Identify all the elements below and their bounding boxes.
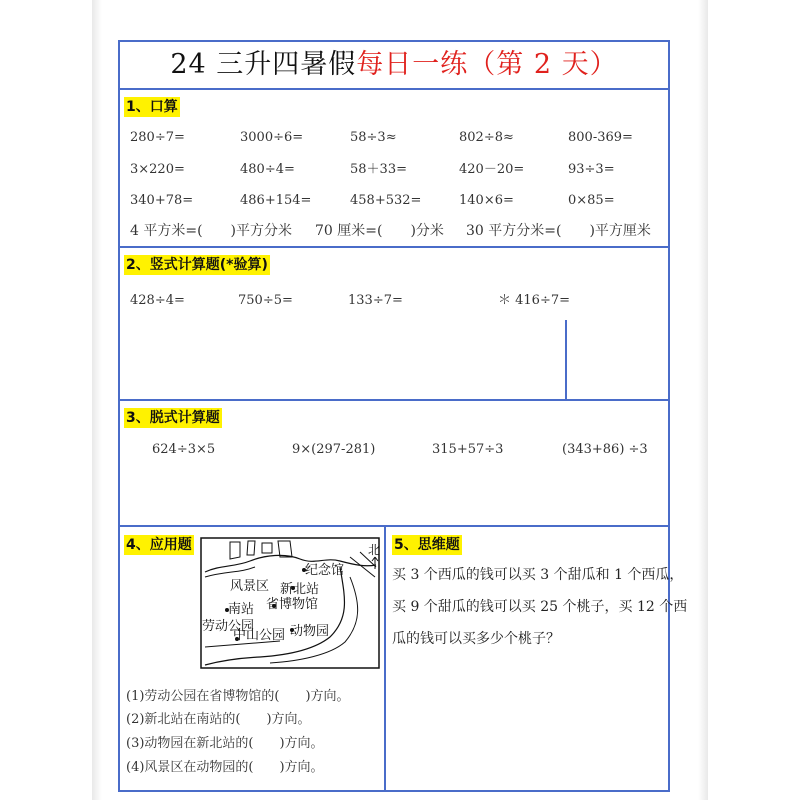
section4-heading: 4、应用题: [126, 537, 192, 553]
map-label: 纪念馆: [305, 563, 345, 578]
step-calc-item: 624÷3×5: [152, 442, 216, 457]
calc-item: 280÷7=: [130, 130, 185, 145]
map-label: 劳动公园: [202, 619, 255, 634]
calc-item: 480÷4=: [240, 162, 295, 177]
vertical-calc-item: 428÷4=: [130, 293, 185, 308]
calc-item: 800-369=: [568, 130, 633, 145]
map-label: 动物园: [290, 624, 330, 639]
map-question: (1)劳动公园在省博物馆的( )方向。: [126, 689, 350, 704]
vertical-calc-item: 750÷5=: [238, 293, 293, 308]
north-indicator: 北: [368, 543, 381, 557]
calc-item: 3×220=: [130, 162, 185, 177]
calc-item: 802÷8≈: [459, 130, 514, 145]
calc-item: 93÷3=: [568, 162, 615, 177]
calc-item: 58÷3≈: [350, 130, 397, 145]
unit-conversion: 4 平方米=( )平方分米: [130, 223, 293, 239]
title-red: 每日一练（第 2 天）: [356, 49, 618, 80]
page-shadow-right: [698, 0, 708, 800]
section5-heading: 5、思维题: [394, 537, 460, 553]
problem-line: 买 3 个西瓜的钱可以买 3 个甜瓜和 1 个西瓜，: [392, 567, 684, 583]
map-label: 风景区: [230, 579, 270, 594]
calc-item: 458+532=: [350, 193, 422, 208]
map-label: 省博物馆: [266, 597, 319, 612]
north-arrow-icon: [370, 555, 380, 569]
section3-heading: 3、脱式计算题: [126, 410, 220, 426]
map-label: 新北站: [280, 582, 320, 597]
page-title: [120, 44, 668, 86]
unit-conversion: 30 平方分米=( )平方厘米: [466, 223, 651, 239]
page-shadow-left: [92, 0, 102, 800]
title-black: 24 三升四暑假: [170, 49, 357, 80]
map-label: 南站: [228, 602, 255, 617]
divider-section1: [118, 246, 670, 248]
step-calc-item: (343+86) ÷3: [562, 442, 648, 457]
divider-section3: [118, 525, 670, 527]
map-question: (3)动物园在新北站的( )方向。: [126, 736, 324, 751]
vertical-calc-item: ＊ 416÷7=: [498, 293, 571, 308]
vertical-mark: [565, 320, 567, 399]
calc-item: 140×6=: [459, 193, 514, 208]
calc-item: 3000÷6=: [240, 130, 304, 145]
section1-heading: 1、口算: [126, 99, 178, 115]
unit-conversion: 70 厘米=( )分米: [315, 223, 444, 239]
step-calc-item: 315+57÷3: [432, 442, 504, 457]
step-calc-item: 9×(297-281): [292, 442, 376, 457]
calc-item: 486+154=: [240, 193, 312, 208]
divider-section2: [118, 399, 670, 401]
calc-item: 58＋33=: [350, 162, 407, 177]
map-question: (4)风景区在动物园的( )方向。: [126, 760, 324, 775]
map-label: 中山公园: [233, 628, 286, 643]
problem-line: 买 9 个甜瓜的钱可以买 25 个桃子，买 12 个西: [392, 599, 688, 615]
problem-line: 瓜的钱可以买多少个桃子？: [392, 631, 560, 647]
map-question: (2)新北站在南站的( )方向。: [126, 712, 311, 727]
divider-section4-5: [384, 525, 386, 792]
divider-title: [118, 88, 670, 90]
vertical-calc-item: 133÷7=: [348, 293, 403, 308]
calc-item: 340+78=: [130, 193, 194, 208]
calc-item: 0×85=: [568, 193, 615, 208]
calc-item: 420－20=: [459, 162, 525, 177]
section2-heading: 2、竖式计算题(*验算): [126, 257, 268, 273]
